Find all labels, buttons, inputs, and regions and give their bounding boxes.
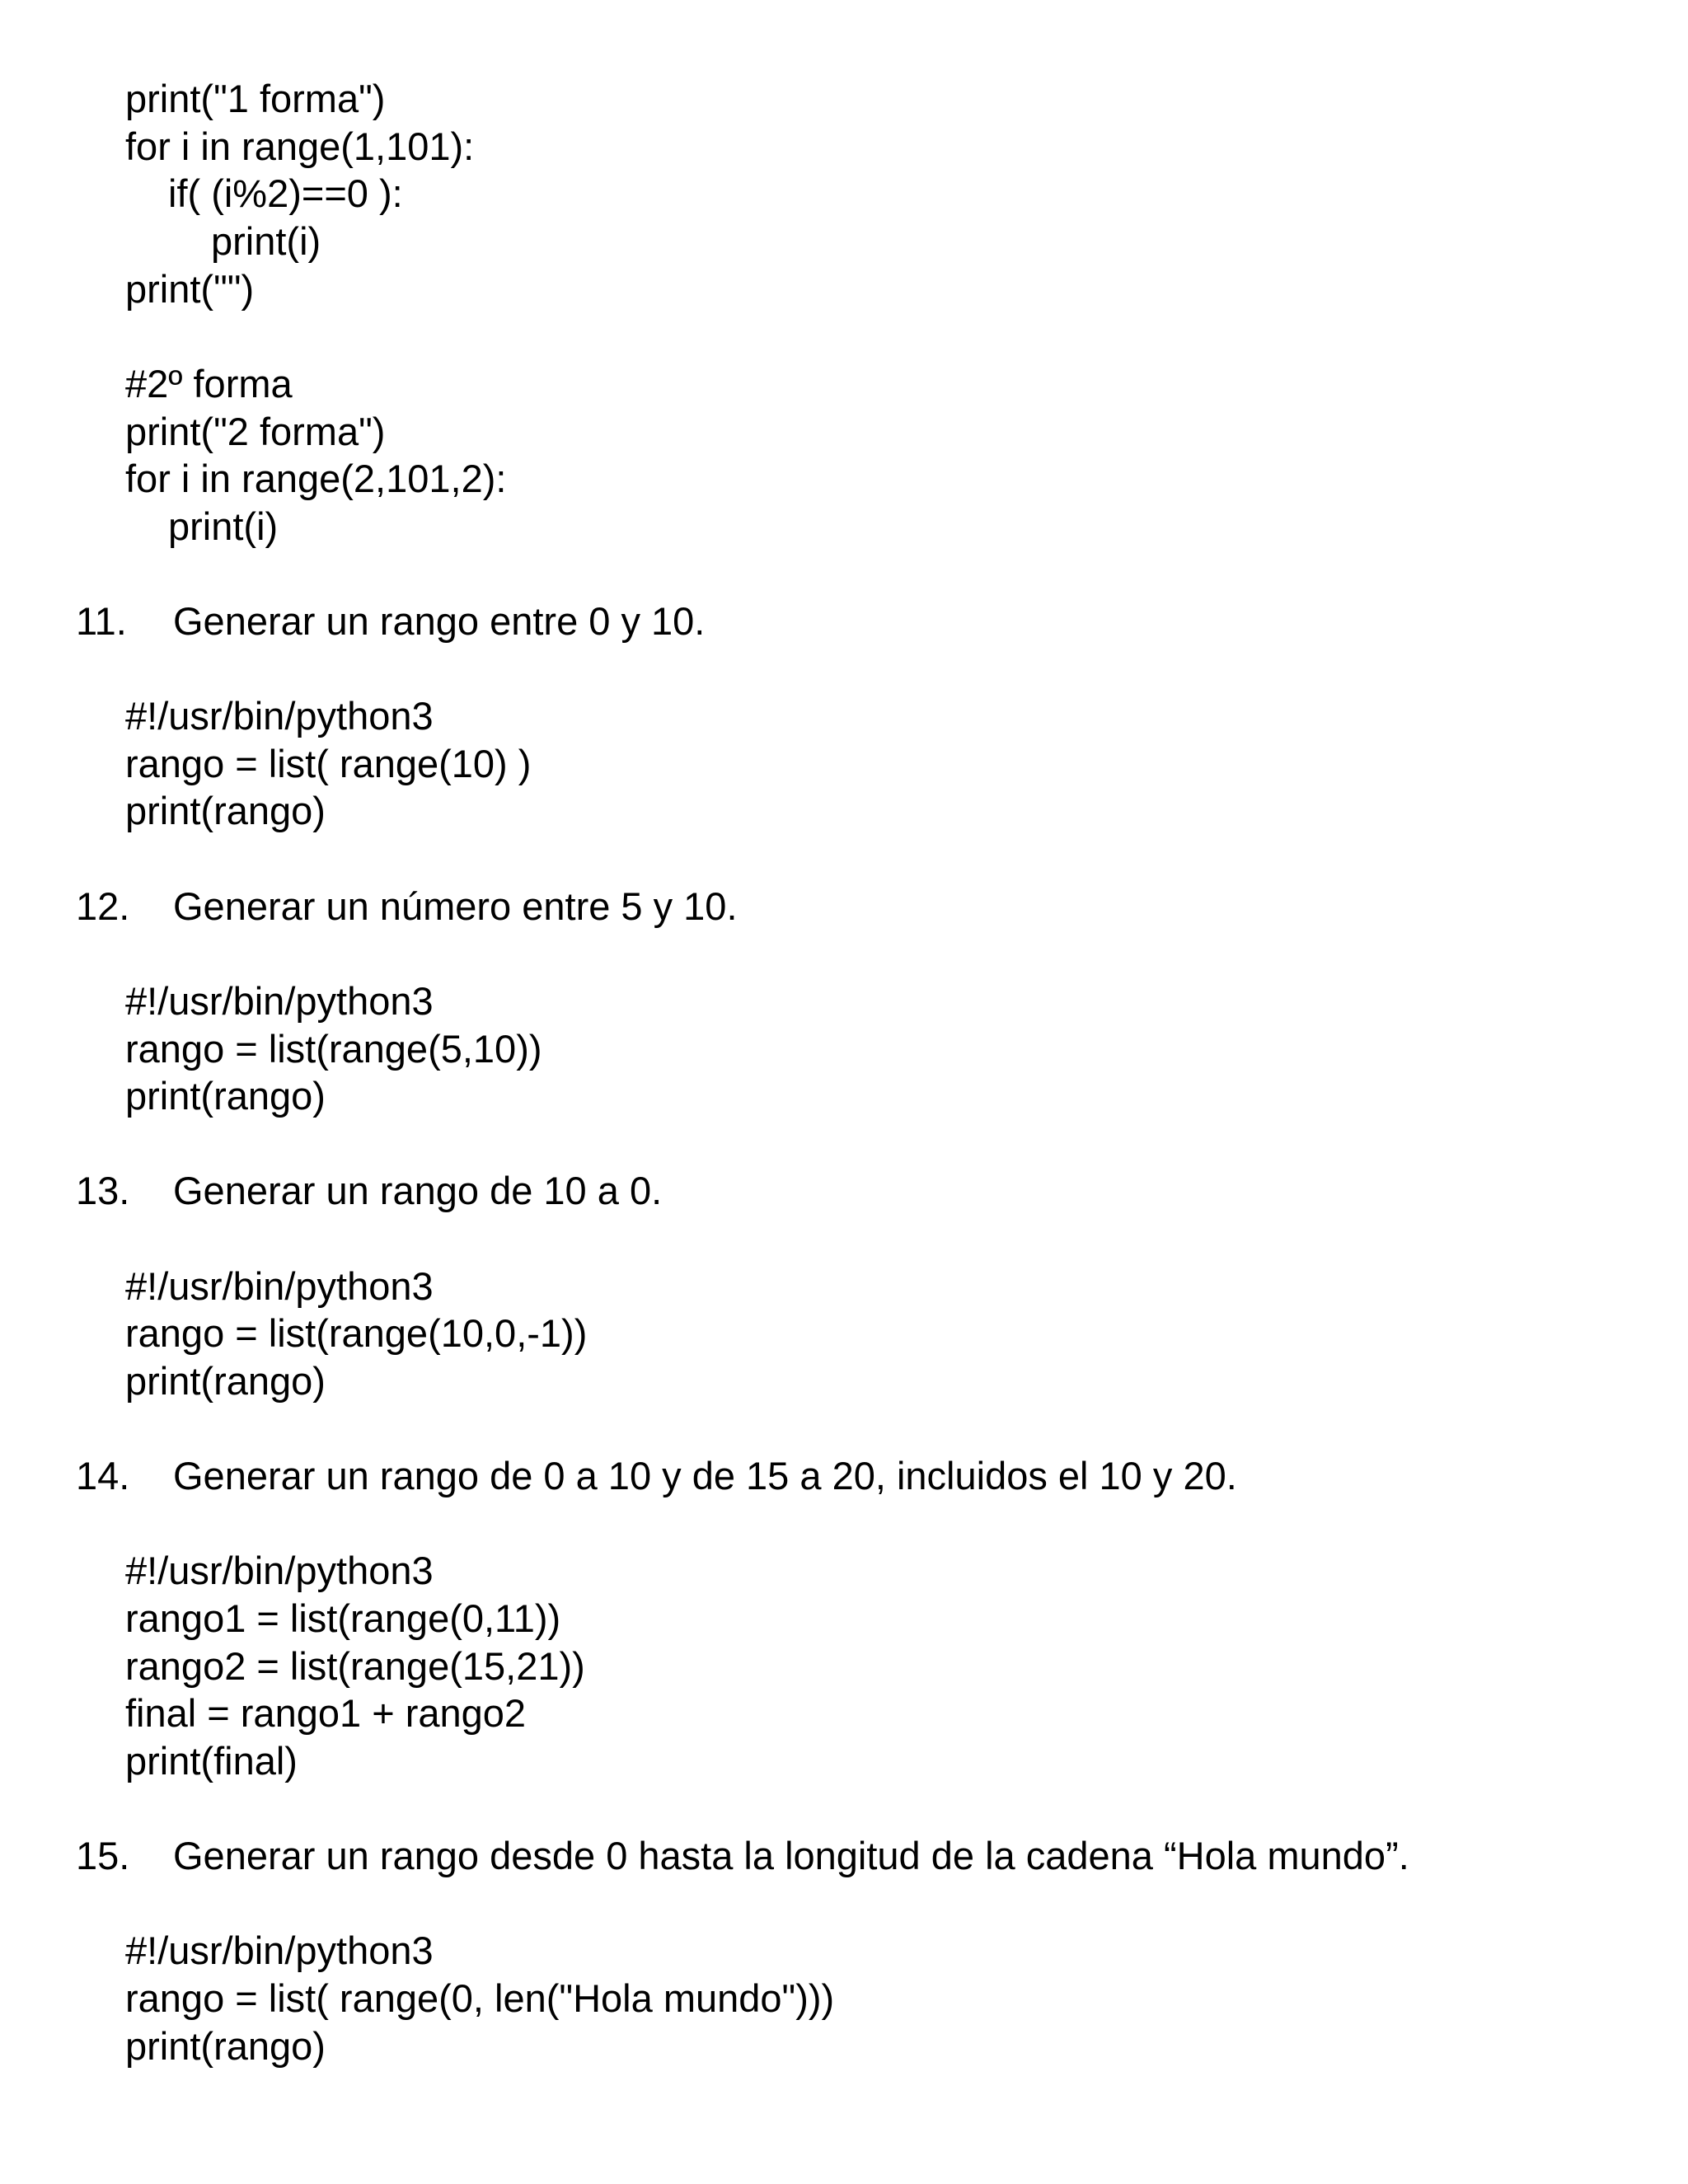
code-line: print(rango)	[125, 2024, 326, 2068]
exercise-heading	[76, 1167, 662, 1215]
code-line: print(rango)	[125, 1074, 326, 1118]
exercise-heading	[76, 1832, 1409, 1880]
code-line: print(rango)	[125, 789, 326, 832]
exercise-heading	[76, 883, 738, 930]
exercise-text: Generar un rango entre 0 y 10.	[173, 599, 706, 643]
exercise-number: 12.	[76, 884, 130, 928]
exercise-heading	[76, 598, 705, 645]
code-line: rango2 = list(range(15,21))	[125, 1644, 585, 1688]
code-line: print(rango)	[125, 1359, 326, 1403]
code-line: rango = list( range(0, len("Hola mundo")))	[125, 1976, 835, 2020]
exercise-number: 15.	[76, 1834, 130, 1877]
code-line: rango = list(range(10,0,-1))	[125, 1311, 588, 1355]
code-line: #!/usr/bin/python3	[125, 979, 434, 1023]
code-line: #!/usr/bin/python3	[125, 694, 434, 738]
code-line: print("2 forma")	[125, 410, 386, 453]
code-line: print(i)	[211, 219, 321, 263]
code-line: for i in range(1,101):	[125, 124, 475, 168]
exercise-number: 14.	[76, 1454, 130, 1497]
code-line: #!/usr/bin/python3	[125, 1264, 434, 1308]
exercise-text: Generar un rango desde 0 hasta la longitud de la cadena “Hola mundo”.	[173, 1834, 1409, 1877]
code-line: rango = list( range(10) )	[125, 742, 532, 785]
code-line: print("1 forma")	[125, 77, 386, 120]
code-comment: #2º forma	[125, 362, 293, 405]
code-line: rango = list(range(5,10))	[125, 1027, 542, 1071]
exercise-heading	[76, 1452, 1237, 1500]
code-line: print("")	[125, 267, 255, 311]
code-line: final = rango1 + rango2	[125, 1691, 527, 1735]
exercise-number: 13.	[76, 1169, 130, 1212]
code-line: #!/usr/bin/python3	[125, 1929, 434, 1972]
code-line: #!/usr/bin/python3	[125, 1549, 434, 1592]
code-line: for i in range(2,101,2):	[125, 457, 507, 500]
code-line: print(final)	[125, 1739, 298, 1783]
code-line: print(i)	[168, 504, 279, 548]
code-line: if( (i%2)==0 ):	[168, 171, 403, 215]
exercise-text: Generar un rango de 10 a 0.	[173, 1169, 663, 1212]
exercise-number: 11.	[76, 599, 127, 643]
code-line: rango1 = list(range(0,11))	[125, 1596, 561, 1640]
exercise-text: Generar un número entre 5 y 10.	[173, 884, 738, 928]
exercise-text: Generar un rango de 0 a 10 y de 15 a 20, incluidos el 10 y 20.	[173, 1454, 1237, 1497]
